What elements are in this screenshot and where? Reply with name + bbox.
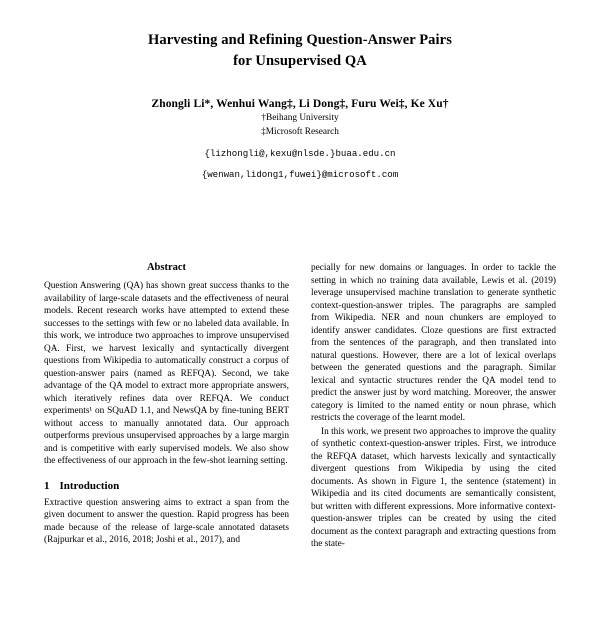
author-list: Zhongli Li*, Wenhui Wang‡, Li Dong‡, Furu Wei‡, Ke Xu† (151, 98, 449, 111)
abstract-text: Question Answering (QA) has shown great success thanks to the availability of large-scale datasets and the effectiveness of neural models. Recent research works have attempted to extend these successes to the settings with few or no labeled data available. In this work, we introduce two approaches to improve unsupervised QA. First, we harvest lexically and syntactically divergent questions from Wikipedia to automatically construct a corpus of question-answer pairs (named as REFQA). Second, we take advantage of the QA model to extract more appropriate answers, which iteratively refines data over REFQA. We conduct experiments¹ on SQuAD 1.1, and NewsQA by fine-tuning BERT without access to manually annotated data. Our approach outperforms previous unsupervised approaches by a large margin and is competitive with early supervised models. We also show the effectiveness of our approach in the few-shot learning setting. (44, 281, 289, 466)
email-line-2: {wenwan,lidong1,fuwei}@microsoft.com (201, 168, 399, 180)
left-column (44, 262, 289, 551)
introduction-number: 1 (44, 479, 50, 492)
paper-page (0, 30, 600, 630)
introduction-heading (44, 480, 289, 492)
page-title (70, 30, 530, 72)
title-block (0, 30, 600, 72)
right-paragraph-2: In this work, we present two approaches to improve the quality of synthetic context-question-answer triples. First, we introduce the REFQA dataset, which harvests lexically and syntactically divergent questions from Wikipedia by using the cited documents. As shown in Figure 1, the sentence (statement) in Wikipedia and its cited documents are semantically consistent, but written with different expressions. More informative context-question-answer triples can be created by using the cited document as the context paragraph and extracting questions from the state- (311, 426, 556, 549)
title-line-1: Harvesting and Refining Question-Answer Pairs (148, 32, 452, 48)
introduction-title: Introduction (59, 479, 120, 492)
email-line-1: {lizhongli@,kexu@nlsde.}buaa.edu.cn (204, 147, 396, 159)
affiliation-2: ‡Microsoft Research (261, 127, 339, 138)
affiliation-1: †Beihang University (261, 113, 339, 124)
abstract-heading: Abstract (146, 262, 187, 273)
body-columns (44, 262, 556, 551)
right-column (311, 262, 556, 551)
title-line-2: for Unsupervised QA (233, 53, 367, 70)
right-paragraph-1: pecially for new domains or languages. In order to tackle the setting in which no training data available, Lewis et al. (2019) leverage unsupervised machine translation to generate synthetic context-question-answer triples. The paragraphs are sampled from Wikipedia. NER and noun chunkers are employed to identify answer candidates. Cloze questions are first extracted from the sentences of the paragraph, and then translated into natural questions. However, there are a lot of lexical overlaps between the generated questions and the paragraph. Similar lexical and syntactic structures render the QA model tend to predict the answer just by word matching. Moreover, the answer category is limited to the named entity or noun phrase, which restricts the coverage of the learnt model. (311, 263, 556, 423)
introduction-paragraph-1: Extractive question answering aims to extract a span from the given document to answer the question. Rapid progress has been made because of the release of large-scale annotated datasets (Rajpurkar et al., 2016, 2018; Joshi et al., 2017), and (44, 497, 289, 545)
